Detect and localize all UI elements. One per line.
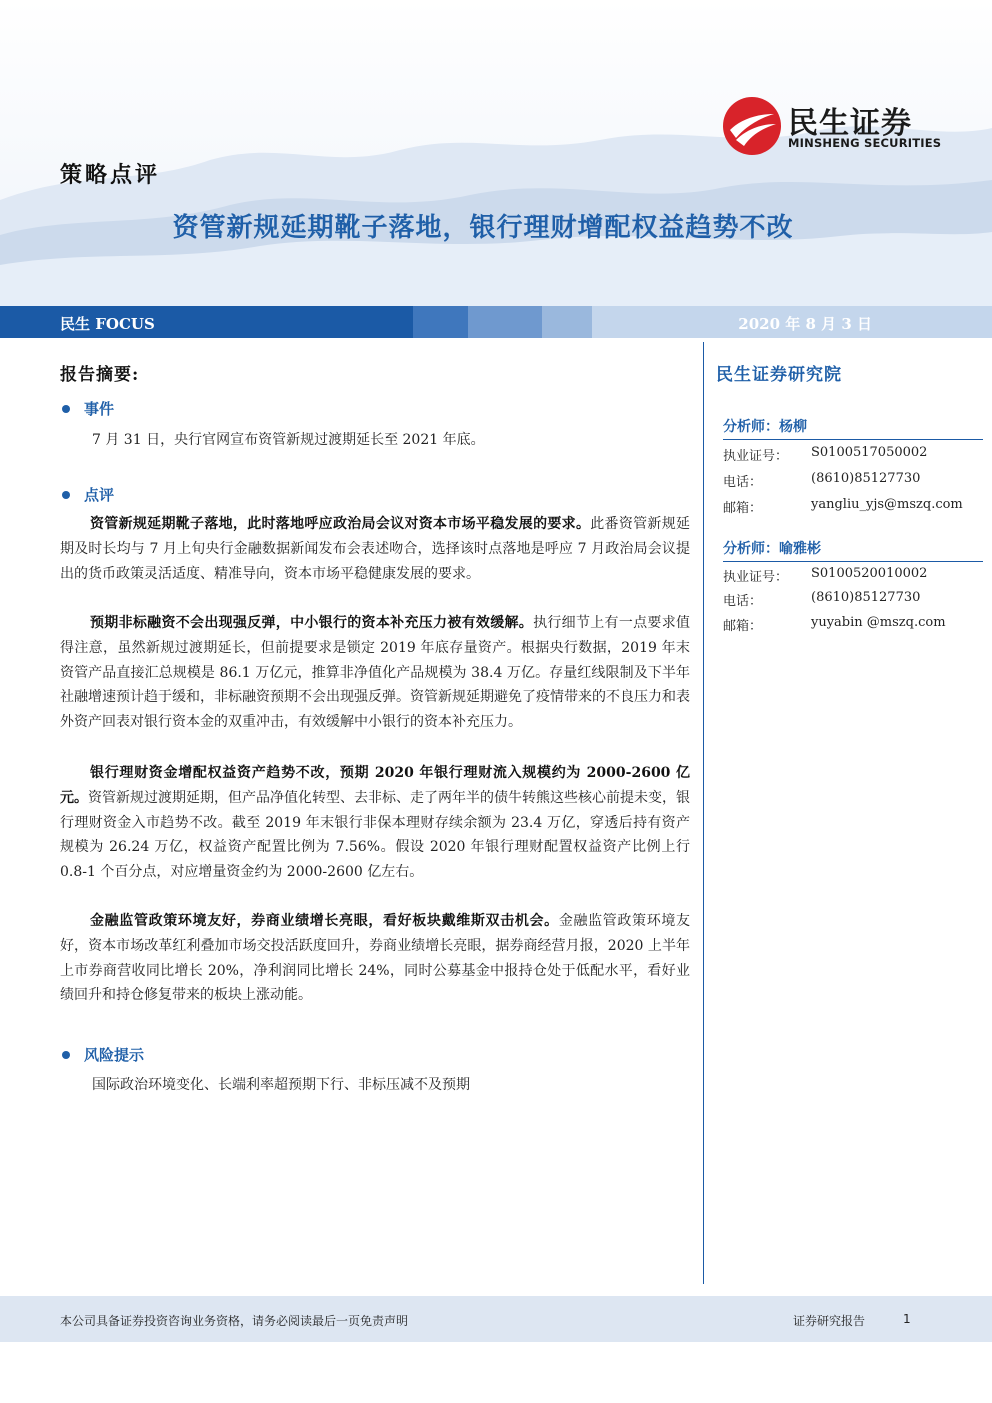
risk-heading-label: 风险提示: [84, 1046, 145, 1064]
comment-heading: [62, 484, 114, 505]
phone-label: 电话：: [723, 475, 763, 490]
comment-paragraph-4: [60, 909, 690, 1008]
event-text: 7 月 31 日，央行官网宣布资管新规过渡期延长至 2021 年底。: [92, 432, 485, 448]
analyst-1-title: 分析师：杨柳: [723, 416, 983, 440]
abstract-title: 报告摘要:: [60, 365, 140, 385]
comment-paragraph-4-lead: 金融监管政策环境友好，券商业绩增长亮眼，看好板块戴维斯双击机会。: [90, 913, 559, 929]
institute-name: 民生证券研究院: [716, 365, 842, 385]
event-heading-label: 事件: [84, 400, 115, 418]
cert-value: S0100520010002: [811, 566, 928, 581]
bullet-dot-icon: [62, 1051, 70, 1059]
risk-text: 国际政治环境变化、长端利率超预期下行、非标压减不及预期: [92, 1077, 470, 1093]
comment-paragraph-3: [60, 761, 690, 885]
bullet-dot-icon: [62, 405, 70, 413]
email-label: 邮箱：: [723, 501, 763, 516]
comment-paragraph-1-lead: 资管新规延期靴子落地，此时落地呼应政治局会议对资本市场平稳发展的要求。: [90, 516, 591, 532]
minsheng-logo-icon: [722, 96, 782, 156]
analyst-2-title: 分析师：喻雅彬: [723, 538, 983, 562]
cert-value: S0100517050002: [811, 445, 928, 460]
footer-disclaimer: 本公司具备证券投资咨询业务资格，请务必阅读最后一页免责声明: [60, 1314, 409, 1328]
comment-paragraph-3-text: 资管新规过渡期延期，但产品净值化转型、去非标、走了两年半的债牛转熊这些核心前提未变，银行理财资金入市趋势不改。截至 2019 年末银行非保本理财存续余额为 23.4 万亿，穿透后持有资产规模为 26.24 万亿，权益资产配置比例为 7.56%。假设 2020 年银行理财配置权益资产比例上行 0.8-1 个百分点，对应增量资金约为 2000-2600 亿左右。: [60, 789, 690, 881]
column-divider: [703, 342, 704, 1284]
comment-heading-label: 点评: [84, 486, 115, 504]
comment-paragraph-2-text: 执行细节上有一点要求值得注意，虽然新规过渡期延长，但前提要求是锁定 2019 年底存量资产。根据央行数据，2019 年末资管产品直接汇总规模是 86.1 万亿元，推算非净值化产品规模为 38.4 万亿。存量红线限制及下半年社融增速预计趋于缓和，非标融资预期不会出现强反弹。资管新规延期避免了疫情带来的不良压力和表外资产回表对银行资本金的双重冲击，有效缓解中小银行的资本补充压力。: [60, 615, 691, 731]
comment-paragraph-3-lead: 银行理财资金增配权益资产趋势不改，预期 2020 年银行理财流入规模约为 2000-2600 亿元。: [60, 765, 690, 806]
comment-paragraph-2: [60, 611, 690, 735]
cert-label: 执业证号：: [723, 449, 789, 464]
bullet-dot-icon: [62, 491, 70, 499]
comment-paragraph-1: [60, 512, 690, 586]
phone-value: (8610)85127730: [811, 471, 921, 486]
email-link[interactable]: yuyabin @mszq.com: [811, 615, 946, 630]
comment-paragraph-4-text: 金融监管政策环境友好，资本市场改革红利叠加市场交投活跃度回升，券商业绩增长亮眼，据券商经营月报，2020 上半年上市券商营收同比增长 20%，净利润同比增长 24%，同时公募基金中报持仓处于低配水平，看好业绩回升和持仓修复带来的板块上涨动能。: [60, 913, 691, 1004]
page-number: 1: [903, 1312, 911, 1326]
brand-logo: [722, 96, 962, 156]
event-heading: [62, 398, 114, 419]
brand-name-cn: 民生证券: [788, 106, 912, 141]
phone-label: 电话：: [723, 594, 763, 609]
email-label: 邮箱：: [723, 619, 763, 634]
comment-paragraph-1-text: 此番资管新规延期及时长均与 7 月上旬央行金融数据新闻发布会表述吻合，选择该时点落地是呼应 7 月政治局会议提出的货币政策灵活适度、精准导向，资本市场平稳健康发展的要求。: [60, 516, 691, 582]
cert-label: 执业证号：: [723, 570, 789, 585]
report-date: 2020 年 8 月 3 日: [738, 315, 872, 333]
footer-report-type: 证券研究报告: [793, 1314, 866, 1328]
comment-paragraph-2-lead: 预期非标融资不会出现强反弹，中小银行的资本补充压力被有效缓解。: [90, 615, 534, 631]
band-series-label: 民生 FOCUS: [60, 315, 155, 333]
report-title: 资管新规延期靴子落地，银行理财增配权益趋势不改: [172, 213, 794, 243]
report-category: 策略点评: [60, 162, 161, 188]
email-link[interactable]: yangliu_yjs@mszq.com: [811, 497, 963, 512]
brand-name-en: MINSHENG SECURITIES: [788, 136, 942, 150]
phone-value: (8610)85127730: [811, 590, 921, 605]
risk-heading: [62, 1044, 144, 1065]
